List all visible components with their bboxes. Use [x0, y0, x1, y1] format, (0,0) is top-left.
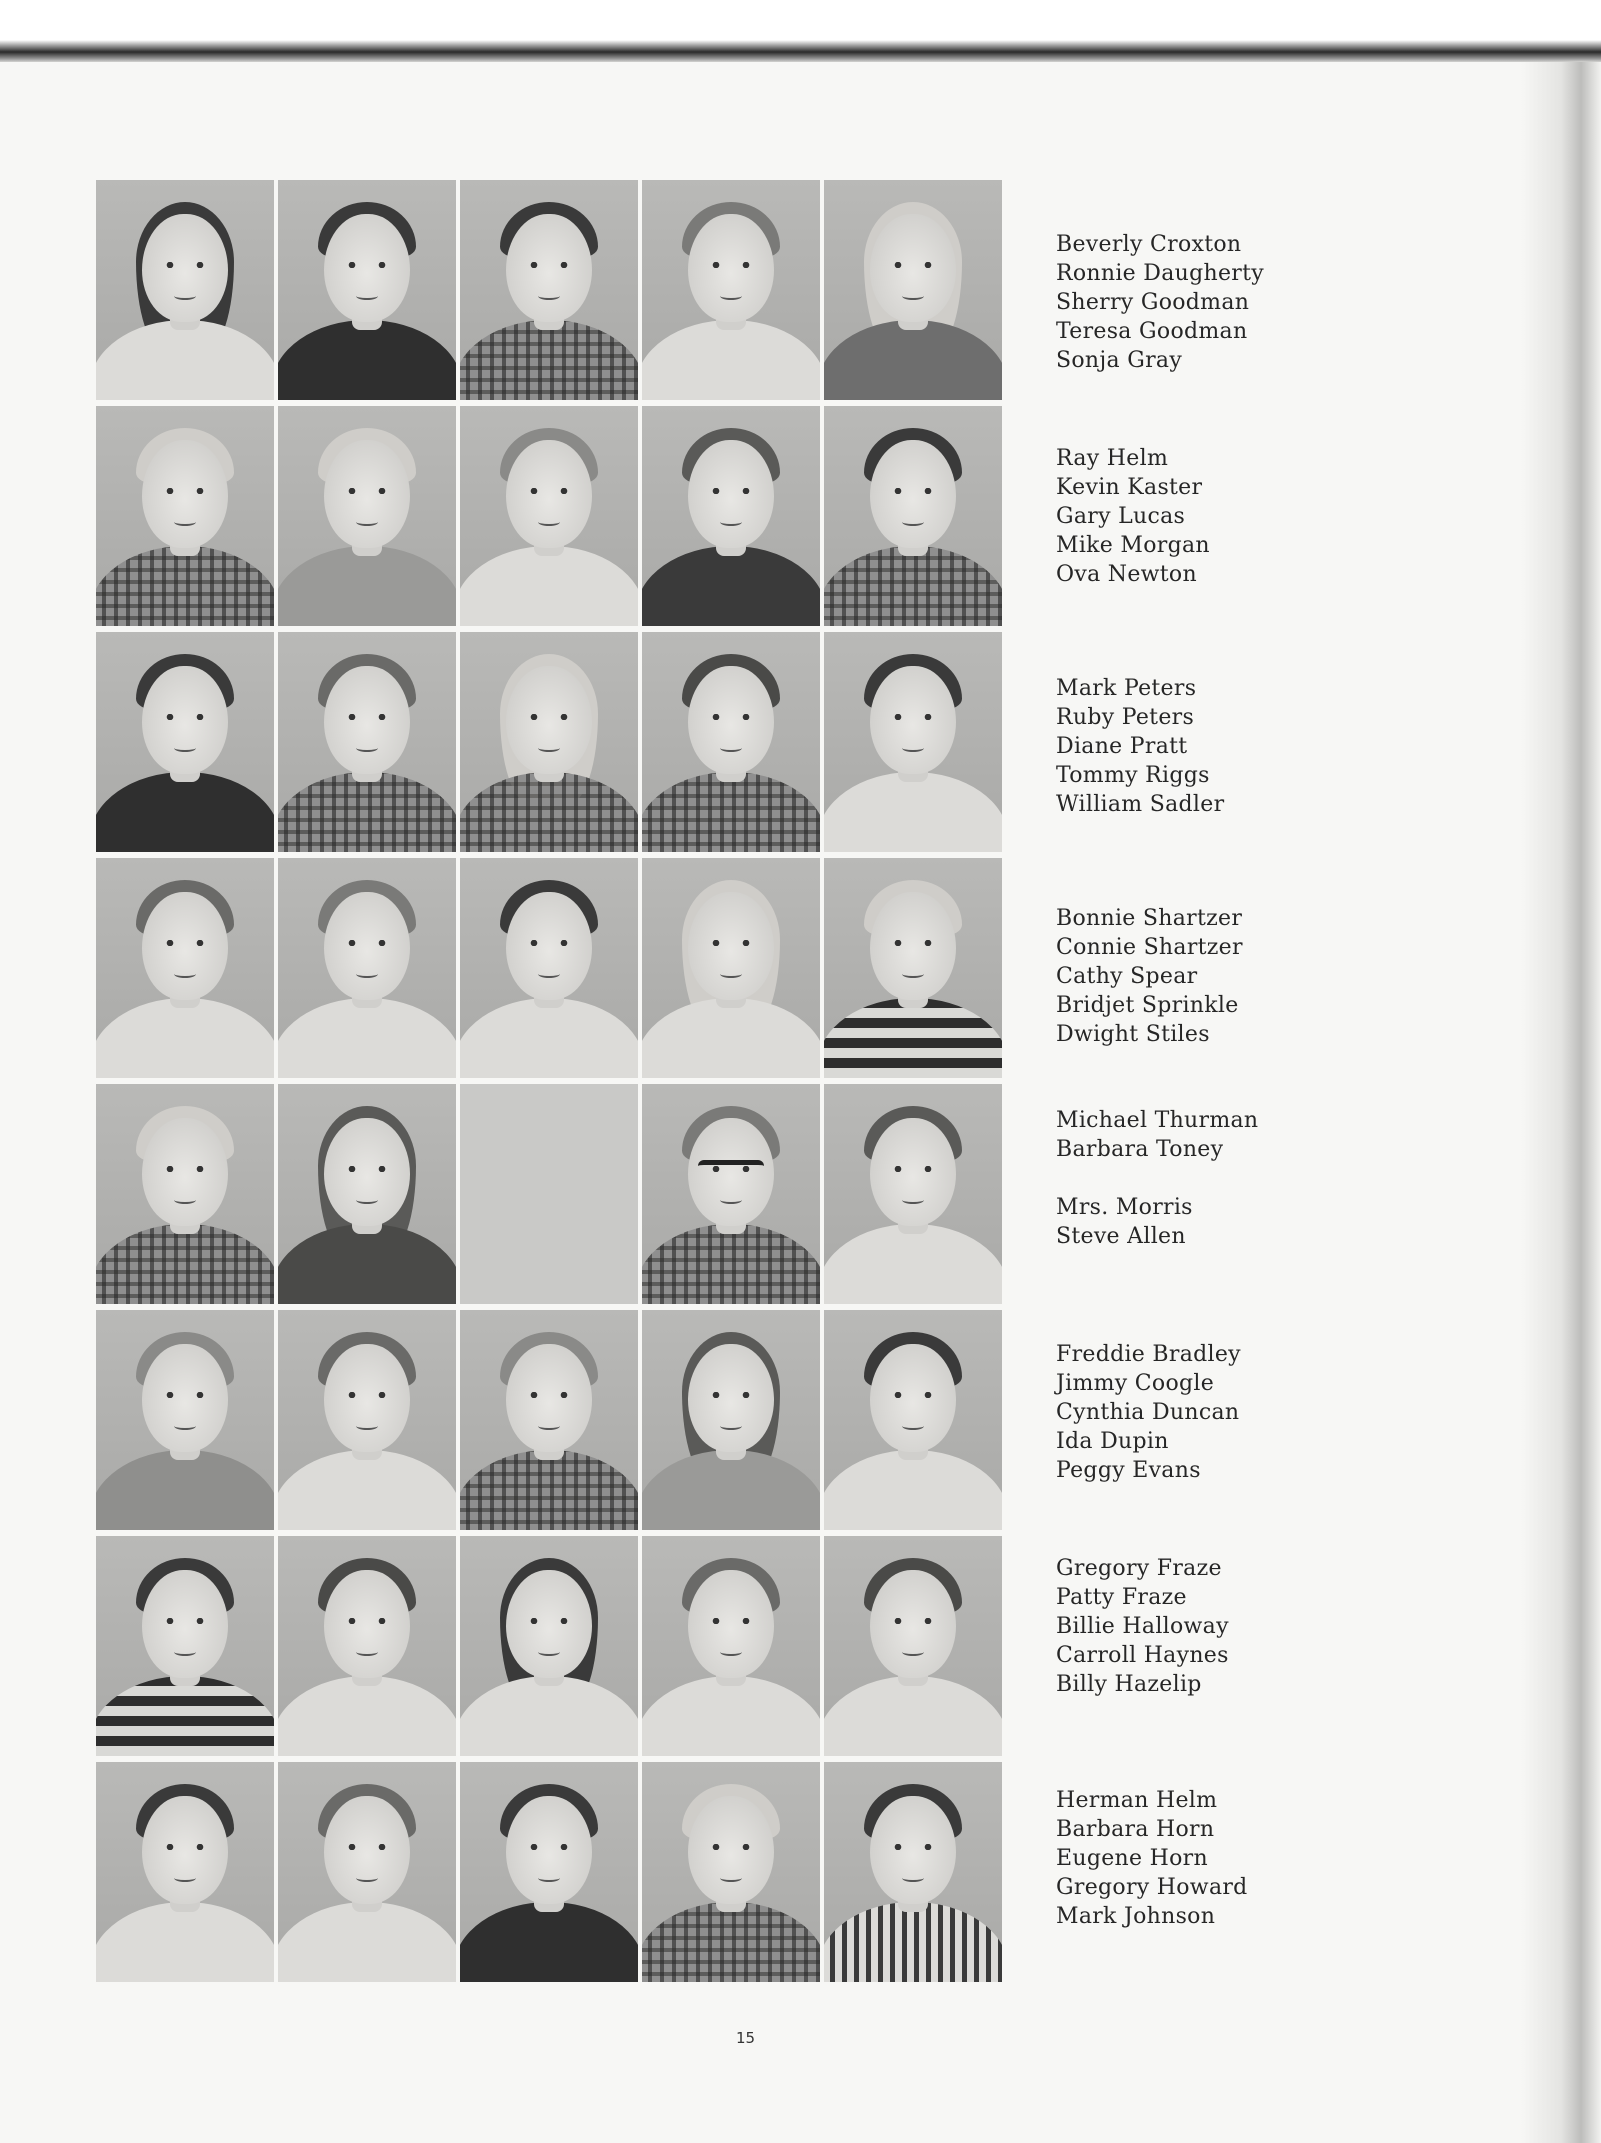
portrait-photo-teacher: [642, 1084, 820, 1304]
student-name: Peggy Evans: [1056, 1458, 1201, 1483]
yearbook-page: [0, 62, 1520, 2143]
name-list-row-5: [1056, 1106, 1356, 1251]
student-name: Freddie Bradley: [1056, 1342, 1241, 1367]
portrait-photo: [824, 1084, 1002, 1304]
portrait-photo: [824, 180, 1002, 400]
student-name: Ronnie Daugherty: [1056, 261, 1264, 286]
portrait-photo: [642, 632, 820, 852]
student-name: Herman Helm: [1056, 1788, 1218, 1813]
portrait-photo: [642, 1536, 820, 1756]
portrait-photo: [642, 1310, 820, 1530]
portrait-photo: [278, 1536, 456, 1756]
portrait-photo: [460, 180, 638, 400]
student-name: Cathy Spear: [1056, 964, 1198, 989]
portrait-photo: [824, 1762, 1002, 1982]
name-list-row-8: [1056, 1786, 1356, 1931]
student-name: Patty Fraze: [1056, 1585, 1187, 1610]
student-name: Gregory Fraze: [1056, 1556, 1222, 1581]
portrait-photo: [278, 1310, 456, 1530]
portrait-photo: [96, 1762, 274, 1982]
student-name: William Sadler: [1056, 792, 1225, 817]
page-binding-edge: [1521, 62, 1601, 2143]
student-name: Diane Pratt: [1056, 734, 1188, 759]
page-top-edge: [0, 0, 1601, 62]
portrait-photo: [460, 858, 638, 1078]
portrait-photo: [278, 1084, 456, 1304]
name-list-row-4: [1056, 904, 1356, 1049]
portrait-photo: [96, 632, 274, 852]
student-name: Mark Johnson: [1056, 1904, 1216, 1929]
name-list-row-6: [1056, 1340, 1356, 1485]
student-name: Billie Halloway: [1056, 1614, 1229, 1639]
name-list-row-1: [1056, 230, 1356, 375]
portrait-photo-empty: [460, 1084, 638, 1304]
student-name: Sherry Goodman: [1056, 290, 1250, 315]
student-name: Barbara Toney: [1056, 1137, 1224, 1162]
student-name: Ida Dupin: [1056, 1429, 1169, 1454]
portrait-photo: [96, 180, 274, 400]
teacher-name: Mrs. Morris: [1056, 1195, 1193, 1220]
portrait-photo: [278, 632, 456, 852]
portrait-photo: [96, 858, 274, 1078]
portrait-photo: [96, 406, 274, 626]
student-name: Mark Peters: [1056, 676, 1197, 701]
student-name: Cynthia Duncan: [1056, 1400, 1240, 1425]
student-name: Eugene Horn: [1056, 1846, 1208, 1871]
student-name: Mike Morgan: [1056, 533, 1210, 558]
portrait-photo: [278, 1762, 456, 1982]
portrait-photo: [824, 858, 1002, 1078]
name-list-row-2: [1056, 444, 1356, 589]
portrait-photo: [642, 406, 820, 626]
student-name: Jimmy Coogle: [1056, 1371, 1215, 1396]
name-list-row-7: [1056, 1554, 1356, 1699]
portrait-photo: [96, 1310, 274, 1530]
student-name: Gary Lucas: [1056, 504, 1186, 529]
portrait-photo: [642, 858, 820, 1078]
student-name: Ova Newton: [1056, 562, 1197, 587]
student-name: Ray Helm: [1056, 446, 1169, 471]
student-name: Teresa Goodman: [1056, 319, 1248, 344]
portrait-photo: [96, 1084, 274, 1304]
portrait-photo: [642, 1762, 820, 1982]
portrait-photo: [824, 406, 1002, 626]
student-name: Billy Hazelip: [1056, 1672, 1202, 1697]
student-name: Dwight Stiles: [1056, 1022, 1210, 1047]
portrait-photo: [278, 858, 456, 1078]
portrait-photo: [824, 1536, 1002, 1756]
student-name: Bonnie Shartzer: [1056, 906, 1243, 931]
portrait-photo: [460, 1310, 638, 1530]
portrait-grid: [96, 180, 1002, 1982]
portrait-photo: [824, 1310, 1002, 1530]
portrait-photo: [460, 1762, 638, 1982]
student-name: Michael Thurman: [1056, 1108, 1259, 1133]
name-list-row-3: [1056, 674, 1356, 819]
student-name: Beverly Croxton: [1056, 232, 1242, 257]
portrait-photo: [460, 406, 638, 626]
portrait-photo: [460, 1536, 638, 1756]
student-name: Tommy Riggs: [1056, 763, 1210, 788]
student-name: Gregory Howard: [1056, 1875, 1248, 1900]
portrait-photo: [278, 180, 456, 400]
student-name: Ruby Peters: [1056, 705, 1195, 730]
portrait-photo: [642, 180, 820, 400]
student-name: Steve Allen: [1056, 1224, 1186, 1249]
portrait-photo: [278, 406, 456, 626]
portrait-photo: [96, 1536, 274, 1756]
student-name: Bridjet Sprinkle: [1056, 993, 1239, 1018]
student-name: Sonja Gray: [1056, 348, 1183, 373]
portrait-photo: [824, 632, 1002, 852]
page-number: 15: [736, 2029, 756, 2047]
student-name: Carroll Haynes: [1056, 1643, 1229, 1668]
student-name: Barbara Horn: [1056, 1817, 1215, 1842]
student-name: Connie Shartzer: [1056, 935, 1243, 960]
student-name: Kevin Kaster: [1056, 475, 1203, 500]
portrait-photo: [460, 632, 638, 852]
